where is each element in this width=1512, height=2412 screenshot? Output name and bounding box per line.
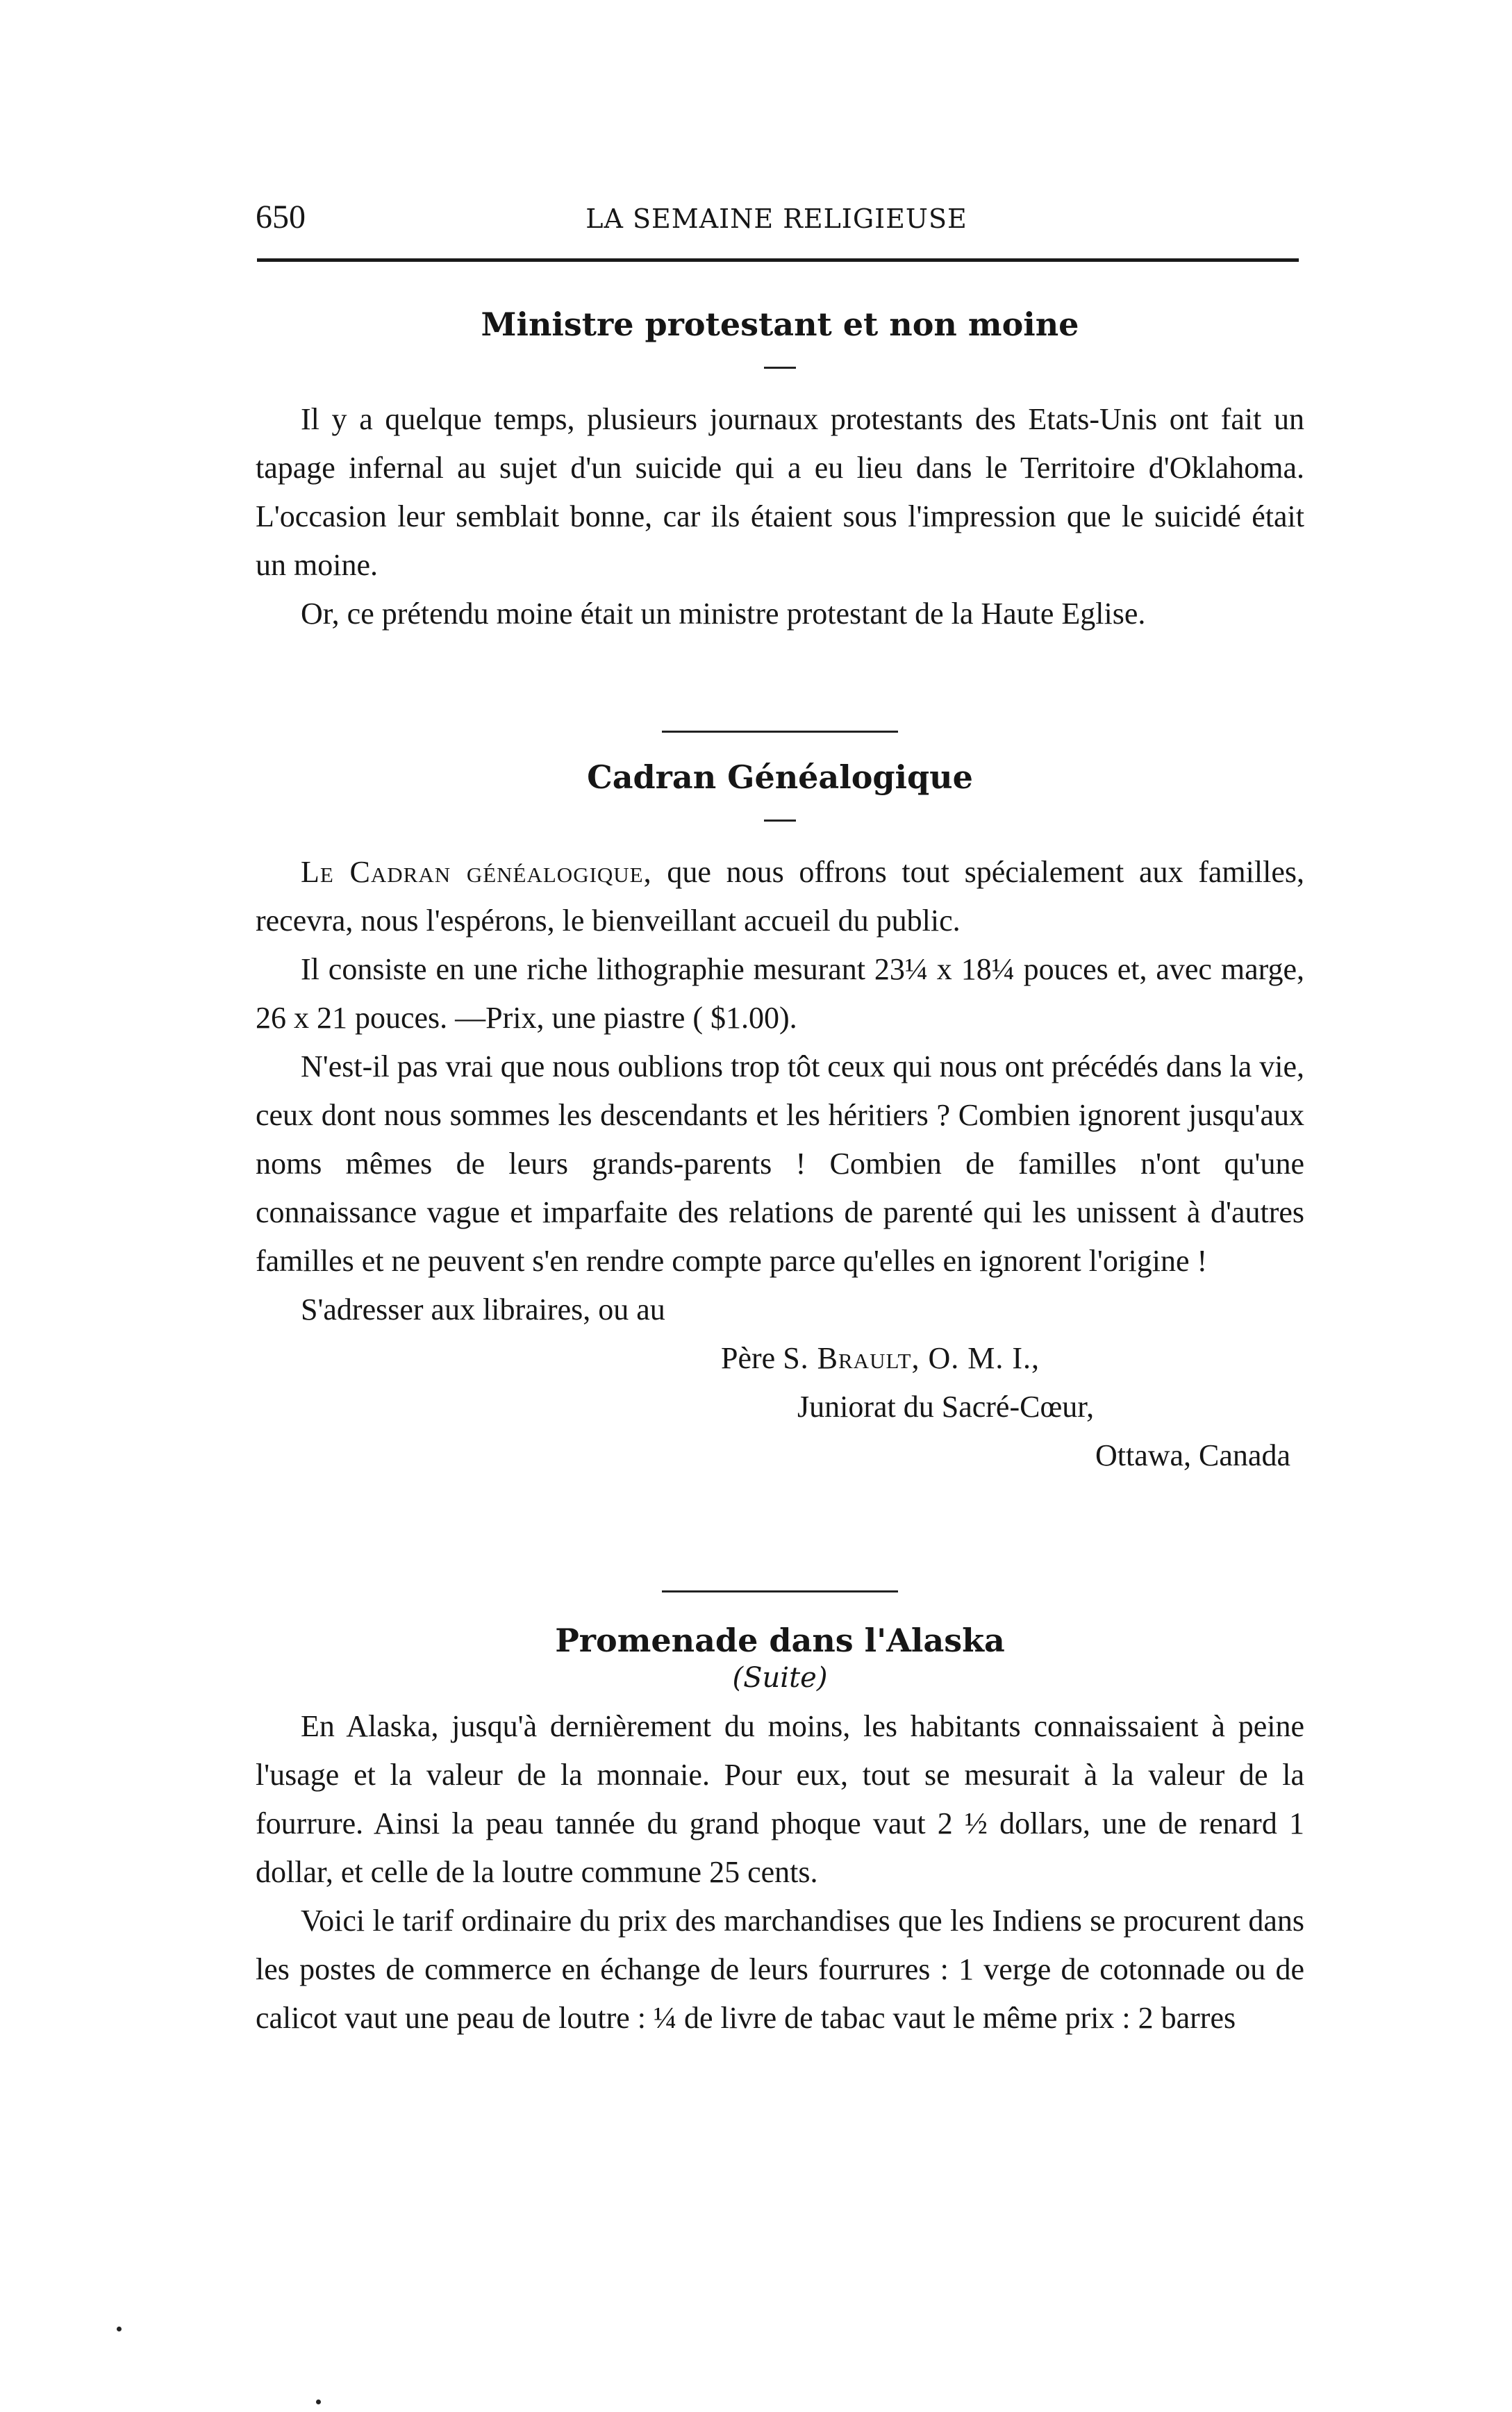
ink-speck [117,2327,122,2331]
section-divider [256,731,1304,733]
section-heading: Promenade dans l'Alaska [555,1622,1005,1659]
paragraph: S'adresser aux libraires, ou au [301,1292,665,1326]
signature-name [256,1334,1304,1383]
paragraph: Il y a quelque temps, plusieurs journaux protestants des Etats-Unis ont fait un tapage infernal au sujet d'un suicide qui a eu lieu dans le Territoire d'Oklahoma. L'occasion leur semblait bonne, car ils étaient sous l'impression que le suicidé était un moine. [256,402,1304,582]
section-rule [662,1590,898,1592]
paragraph: Voici le tarif ordinaire du prix des marchandises que les Indiens se procurent dans les postes de commerce en échange de leurs fourrures : 1 verge de cotonnade ou de calicot vaut une peau de loutre : ¼ de livre de tabac vaut le même prix : 2 barres [256,1904,1304,2035]
signature-city: Ottawa, Canada [1095,1438,1290,1472]
paragraph-text: que nous offrons tout spécialement aux familles, recevra, nous l'espérons, le bienveillant accueil du public. [256,855,1304,938]
section-subheading: (Suite) [732,1662,828,1694]
section-heading: Cadran Généalogique [587,758,973,796]
heading-dash [764,367,796,369]
paragraph [256,848,1304,945]
signature-prefix: Père [721,1341,783,1375]
journal-title: LA SEMAINE RELIGIEUSE [585,203,967,234]
paragraph: Or, ce prétendu moine était un ministre protestant de la Haute Eglise. [301,597,1146,631]
running-head [256,198,1297,253]
header-rule [257,258,1299,262]
section-rule [662,731,898,733]
section-alaska [256,1622,1304,2043]
signature-institution: Juniorat du Sacré-Cœur, [797,1390,1095,1424]
section-cadran [256,758,1304,1480]
section-ministre [256,306,1304,638]
paragraph: N'est-il pas vrai que nous oublions trop tôt ceux qui nous ont précédés dans la vie, ceux dont nous sommes les descendants et les héritiers ? Combien ignorent jusqu'aux noms mêmes de leurs grands-parents ! Combien de familles n'ont qu'une connaissance vague et imparfaite des relations de parenté qui les unissent à d'autres familles et ne peuvent s'en rendre compte parce qu'elles en ignorent l'origine ! [256,1049,1304,1278]
ink-speck [316,2399,321,2404]
paragraph: En Alaska, jusqu'à dernièrement du moins, les habitants connaissaient à peine l'usage et la valeur de la monnaie. Pour eux, tout se mesurait à la valeur de la fourrure. Ainsi la peau tannée du grand phoque vaut 2 ½ dollars, une de renard 1 dollar, et celle de la loutre commune 25 cents. [256,1709,1304,1889]
product-name: Le Cadran généalogique, [301,855,652,889]
section-heading: Ministre protestant et non moine [481,306,1079,343]
heading-dash [764,820,796,822]
section-divider [256,1590,1304,1592]
paragraph: Il consiste en une riche lithographie mesurant 23¼ x 18¼ pouces et, avec marge, 26 x 21 pouces. —Prix, une piastre ( $1.00). [256,952,1304,1035]
signature-person: S. Brault, O. M. I., [783,1341,1040,1375]
page-number: 650 [256,199,306,235]
